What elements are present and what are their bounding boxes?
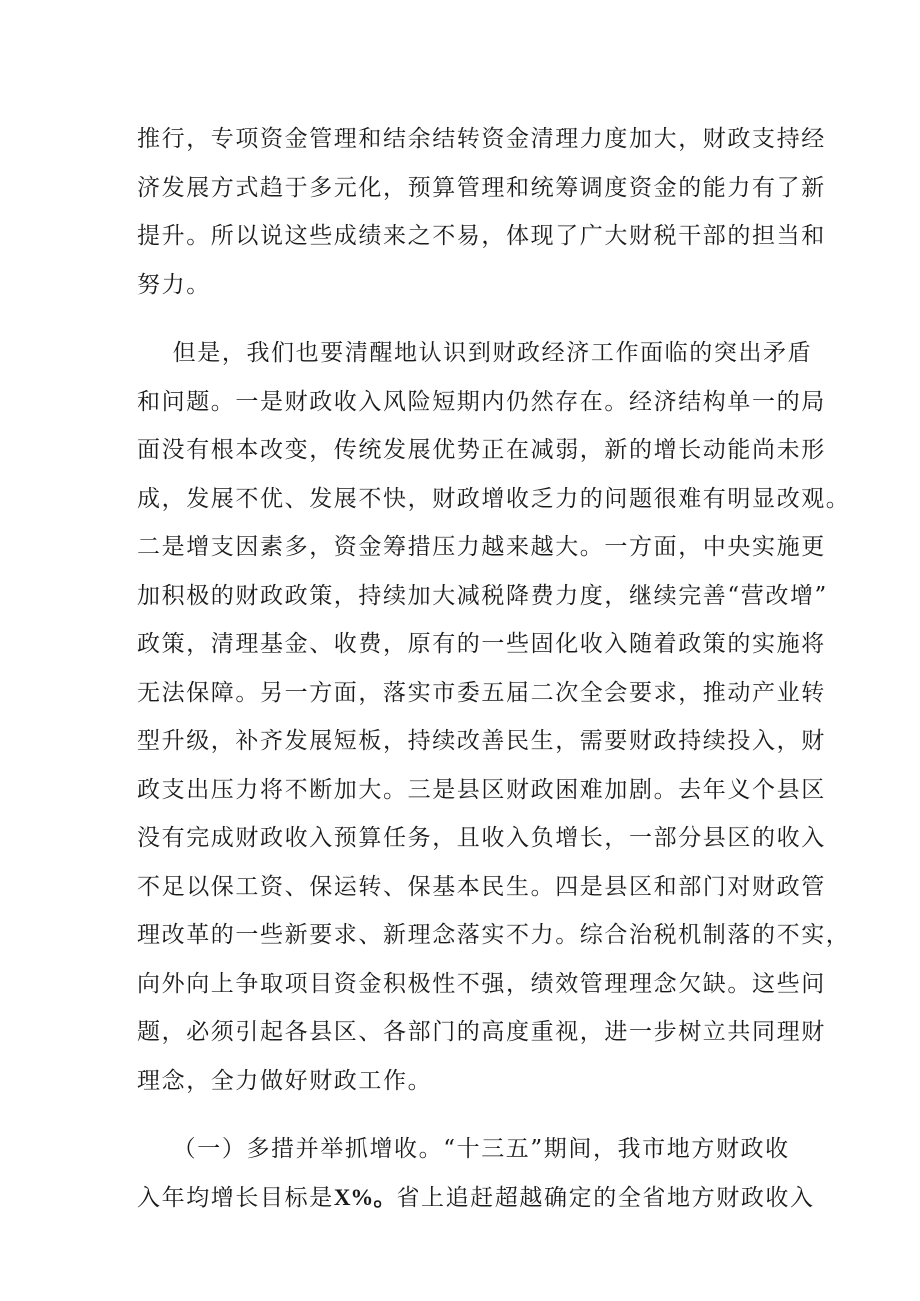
text-line: 提升。所以说这些成绩来之不易，体现了广大财税干部的担当和 [137,223,826,249]
line-segment: 入年均增长目标是 [137,1184,334,1211]
growth-target-value: X%。 [333,1184,397,1210]
text-line: 二是增支因素多，资金筹措压力越来越大。一方面，中央实施更 [137,534,826,560]
text-line: 型升级，补齐发展短板，持续改善民生，需要财政持续投入，财 [137,728,826,754]
text-line: （一）多措并举抓增收。“十三五”期间，我市地方财政收 [137,1136,790,1162]
paragraph-3 [137,1125,815,1222]
text-line: 不足以保工资、保运转、保基本民生。四是县区和部门对财政管 [137,873,826,900]
text-line: 加积极的财政政策，持续加大减税降费力度，继续完善“营改增” [137,582,828,609]
paragraph-2 [137,329,851,1105]
paragraph-spacer [137,1105,797,1125]
paragraph-1 [137,115,826,309]
text-line: 政支出压力将不断加大。三是县区财政困难加剧。去年义个县区 [137,776,826,803]
text-line: 政策，清理基金、收费，原有的一些固化收入随着政策的实施将 [137,631,826,657]
text-line: 但是，我们也要清醒地认识到财政经济工作面临的突出矛盾 [137,340,813,366]
text-line: 面没有根本改变，传统发展优势正在减弱，新的增长动能尚未形 [137,437,826,463]
document-body [137,115,851,1222]
text-line: 成，发展不优、发展不快，财政增收乏力的问题很难有明显改观。 [137,485,851,512]
text-line: 无法保障。另一方面，落实市委五届二次全会要求，推动产业转 [137,679,826,706]
text-line: 向外向上争取项目资金积极性不强，绩效管理理念欠缺。这些问 [137,970,826,997]
text-line-with-value [137,1174,815,1223]
text-line: 理改革的一些新要求、新理念落实不力。综合治税机制落的不实， [137,922,851,948]
line-segment: 省上追赶超越确定的全省地方财政收入 [396,1184,815,1211]
text-line: 推行，专项资金管理和结余结转资金清理力度加大，财政支持经 [137,126,826,152]
paragraph-spacer [137,309,797,329]
text-line: 没有完成财政收入预算任务，且收入负增长，一部分县区的收入 [137,825,826,851]
text-line: 济发展方式趋于多元化，预算管理和统筹调度资金的能力有了新 [137,174,826,201]
text-line: 努力。 [137,271,211,298]
text-line: 题，必须引起各县区、各部门的高度重视，进一步树立共同理财 [137,1019,826,1045]
text-line: 和问题。一是财政收入风险短期内仍然存在。经济结构单一的局 [137,388,826,415]
text-line: 理念，全力做好财政工作。 [137,1067,433,1094]
